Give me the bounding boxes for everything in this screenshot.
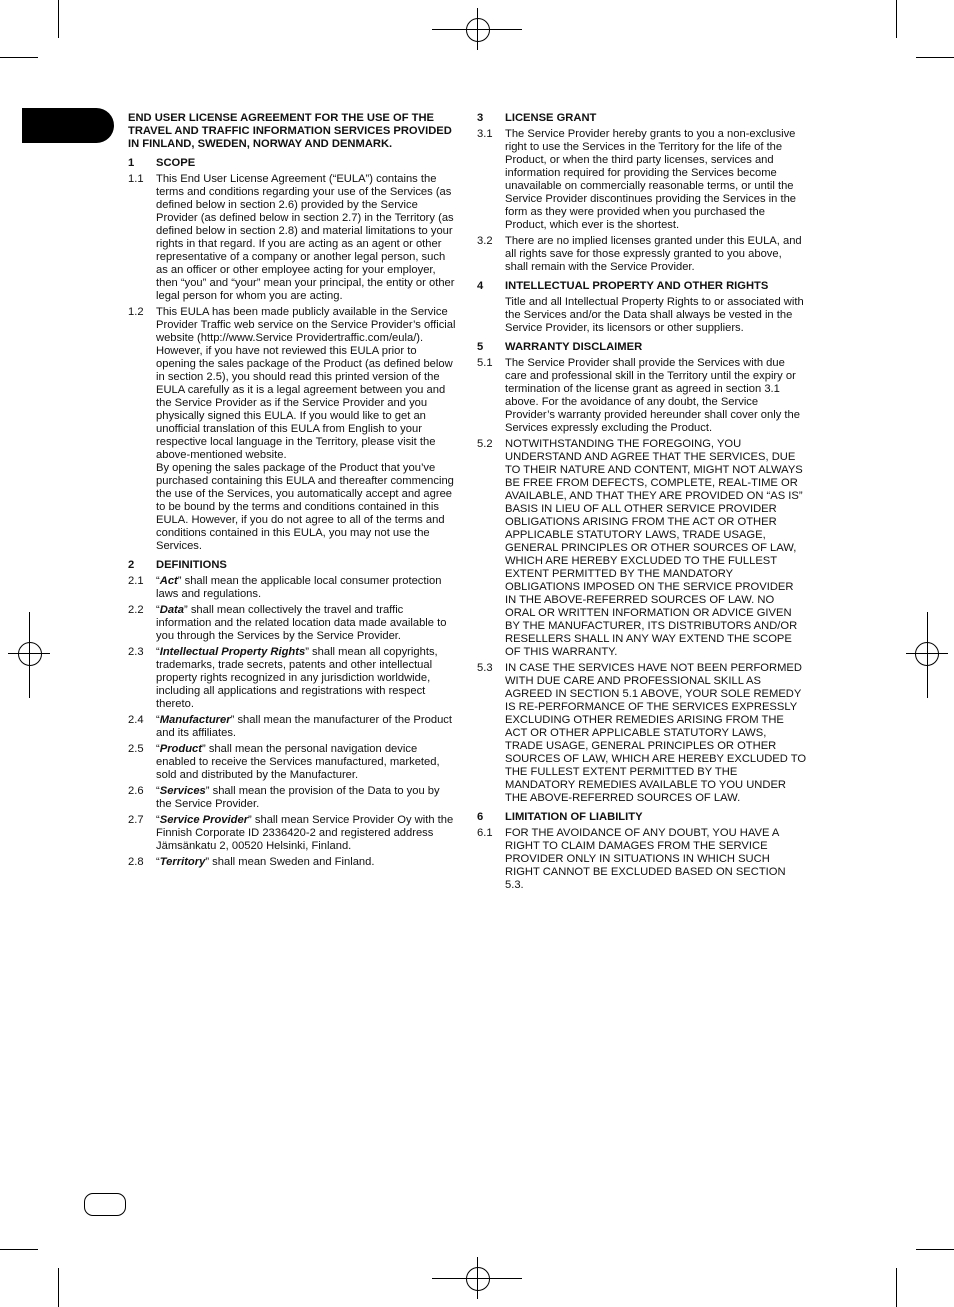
clause [477, 357, 807, 435]
definition: 2.7 “Service Provider” shall mean Service Provider Oy with the Finnish Corporate ID 2336420-2 and registered address Jämsänkatu 2, 00520 Helsinki, Finland. [128, 814, 454, 852]
definition: 2.6 “Services” shall mean the provision of the Data to you by the Service Provider. [128, 785, 440, 810]
section-heading [477, 112, 807, 125]
clause-number: 3.1 [477, 128, 493, 140]
section-title: LIMITATION OF LIABILITY [505, 811, 643, 823]
section-number: 3 [477, 112, 484, 124]
clause [477, 662, 807, 805]
clause [128, 306, 458, 553]
crop-mark [896, 0, 897, 38]
crop-mark [0, 1249, 38, 1250]
clause [477, 438, 807, 659]
clause-number: 5.2 [477, 438, 493, 450]
document-title: END USER LICENSE AGREEMENT FOR THE USE OF THE TRAVEL AND TRAFFIC INFORMATION SERVICES PROVIDED IN FINLAND, SWEDEN, NORWAY AND DENMARK. [128, 112, 452, 150]
clause-number: 2.2 [128, 604, 144, 616]
section-heading [477, 341, 807, 354]
crop-mark [58, 1268, 59, 1307]
clause-text [156, 306, 458, 553]
section-title: DEFINITIONS [156, 559, 227, 571]
definition-text: ” shall mean Sweden and Finland. [205, 856, 375, 868]
clause-text: IN CASE THE SERVICES HAVE NOT BEEN PERFORMED WITH DUE CARE AND PROFESSIONAL SKILL AS AGREED IN SECTION 5.1 ABOVE, YOUR SOLE REMEDY IS RE-PERFORMANCE OF THE SERVICES EXPRESSLY EXCLUDING OTHER REMEDIES ARISING FROM THE ACT OR OTHER APPLICABLE STATUTORY LAWS, TRADE USAGE, GENERAL PRINCIPLES OR OTHER SOURCES OF LAW, WHICH ARE HEREBY EXCLUDED TO THE FULLEST EXTENT PERMITTED BY THE MANDATORY REMEDIES AVAILABLE TO YOU UNDER THE ABOVE-REFERRED SOURCES OF LAW. [505, 662, 807, 804]
section-heading [477, 811, 807, 824]
section-heading [128, 559, 458, 572]
left-column [128, 112, 458, 872]
definition: 2.2 “Data” shall mean collectively the travel and traffic information and the related location data made available to you through the Services by the Service Provider. [128, 604, 447, 642]
definition: 2.8 “Territory” shall mean Sweden and Finland. [128, 856, 375, 868]
clause-number: 1.1 [128, 173, 144, 185]
defined-term: Services [159, 785, 206, 797]
clause-text: This End User License Agreement (“EULA”) contains the terms and conditions regarding your use of the Services (as defined below in section 2.6) provided by the Service Provider (as defined below in section 2.7) in the Territory (as defined below in section 2.8) and material limitations to your rights in that regard. If you are acting as an agent or other representative of a company or another legal person, such as an officer or other employee acting for your employer, then “you” and “your” mean your principal, the entity or other legal person for whom you are acting. [156, 173, 455, 302]
section-title: LICENSE GRANT [505, 112, 597, 124]
clause-number: 1.2 [128, 306, 144, 318]
defined-term: Product [159, 743, 202, 755]
crop-mark [896, 1268, 897, 1307]
clause-number: 6.1 [477, 827, 493, 839]
definition-text: ” shall mean the manufacturer of the Product and its affiliates. [156, 714, 452, 739]
clause [477, 235, 807, 274]
section-paragraph: Title and all Intellectual Property Rights to or associated with the Services and/or the Data shall always be vested in the Service Provider, its licensors or other suppliers. [505, 296, 804, 334]
defined-term: Manufacturer [159, 714, 231, 726]
definition: 2.4 “Manufacturer” shall mean the manufacturer of the Product and its affiliates. [128, 714, 452, 739]
registration-circle-icon [466, 18, 490, 42]
section-title: SCOPE [156, 157, 196, 169]
clause-text: The Service Provider hereby grants to you a non-exclusive right to use the Services in the Territory for the life of the Product, or when the third party licenses, services and information required for providing the Services become unavailable on commercially reasonable terms, or until the Service Provider discontinues providing the Services in the form as they were provided when you purchased the Product, which ever is the shortest. [505, 128, 797, 231]
crop-mark [58, 0, 59, 38]
definition-text: ” shall mean the personal navigation device enabled to receive the Services manufactured, marketed, sold and distributed by the Manufacturer. [156, 743, 440, 781]
section-number: 1 [128, 157, 135, 169]
registration-circle-icon [18, 642, 42, 666]
definition: 2.1 “Act” shall mean the applicable local consumer protection laws and regulations. [128, 575, 442, 600]
definition: 2.5 “Product” shall mean the personal navigation device enabled to receive the Services manufactured, marketed, sold and distributed by the Manufacturer. [128, 743, 440, 781]
clause [128, 173, 458, 303]
clause-number: 2.8 [128, 856, 144, 868]
definition-text: ” shall mean the applicable local consumer protection laws and regulations. [156, 575, 442, 600]
defined-term: Act [159, 575, 178, 587]
registration-circle-icon [915, 642, 939, 666]
registration-circle-icon [466, 1267, 490, 1291]
section-title: INTELLECTUAL PROPERTY AND OTHER RIGHTS [505, 280, 769, 292]
clause-number: 2.3 [128, 646, 144, 658]
clause-number: 5.1 [477, 357, 493, 369]
clause-number: 3.2 [477, 235, 493, 247]
clause-number: 2.4 [128, 714, 144, 726]
page-number-box [84, 1193, 126, 1216]
defined-term: Territory [159, 856, 206, 868]
definition-text: ” shall mean Service Provider Oy with the Finnish Corporate ID 2336420-2 and registered address Jämsänkatu 2, 00520 Helsinki, Finland. [156, 814, 454, 852]
clause-number: 2.7 [128, 814, 144, 826]
crop-mark [916, 1249, 954, 1250]
definition-text: ” shall mean the provision of the Data to you by the Service Provider. [156, 785, 440, 810]
clause-number: 2.1 [128, 575, 144, 587]
clause-text: NOTWITHSTANDING THE FOREGOING, YOU UNDERSTAND AND AGREE THAT THE SERVICES, DUE TO THEIR NATURE AND CONTENT, MIGHT NOT ALWAYS BE FREE FROM DEFECTS, COMPLETE, REAL-TIME OR AVAILABLE, AND THAT THEY ARE PROVIDED ON “AS IS” BASIS IN LIEU OF ALL OTHER SERVICE PROVIDER OBLIGATIONS ARISING FROM THE ACT OR OTHER APPLICABLE STATUTORY LAWS, TRADE USAGE, GENERAL PRINCIPLES OR OTHER SOURCES OF LAW, WHICH ARE HEREBY EXCLUDED TO THE FULLEST EXTENT PERMITTED BY THE MANDATORY OBLIGATIONS IMPOSED ON THE SERVICE PROVIDER IN THE ABOVE-REFERRED SOURCES OF LAW. NO ORAL OR WRITTEN INFORMATION OR ADVICE GIVEN BY THE MANUFACTURER, ITS DISTRIBUTORS AND/OR RESELLERS SHALL IN ANY WAY EXTEND THE SCOPE OF THIS WARRANTY. [505, 438, 803, 658]
section-heading [477, 280, 807, 293]
crop-mark [916, 57, 954, 58]
clause-text: The Service Provider shall provide the Services with due care and professional skill in the Territory until the expiry or termination of the license grant as agreed in section 3.1 above. For the avoidance of any doubt, the Service Provider’s warranty provided hereunder shall cover only the Services expressly excluding the Product. [505, 357, 800, 434]
definition: 2.3 “Intellectual Property Rights” shall mean all copyrights, trademarks, trade secrets, patents and other intellectual property rights recognized in any jurisdiction worldwide, including all applications and registrations with respect thereto. [128, 646, 438, 710]
definition-text: ” shall mean all copyrights, trademarks, trade secrets, patents and other intellectual property rights recognized in any jurisdiction worldwide, including all applications and registrations with respect thereto. [156, 646, 438, 710]
section-number: 2 [128, 559, 135, 571]
clause-paragraph: This EULA has been made publicly available in the Service Provider Traffic web service on the Service Provider’s official website (http://www.Service Providertraffic.com/eula/). However, if you have not reviewed this EULA prior to opening the sales package of the Product (as defined below in section 2.5), you should read this printed version of the EULA carefully as it is a legal agreement between you and the Service Provider as if the Service Provider and you physically signed this EULA. If you would like to get an unofficial translation of this EULA from English to your respective local language in the Territory, please visit the above-mentioned website. [156, 306, 456, 461]
clause-paragraph: By opening the sales package of the Product that you’ve purchased containing this EULA and thereafter commencing the use of the Services, you automatically accept and agree to be bound by the terms and conditions contained in this EULA. However, if you do not agree to all of the terms and conditions contained in this EULA, you may not use the Services. [156, 462, 454, 552]
chapter-tab [22, 108, 114, 143]
clause-text: There are no implied licenses granted under this EULA, and all rights save for those expressly granted to you above, shall remain with the Service Provider. [505, 235, 802, 273]
clause-number: 2.6 [128, 785, 144, 797]
section-number: 4 [477, 280, 484, 292]
right-column [477, 112, 807, 895]
section-heading [128, 157, 458, 170]
crop-mark [0, 57, 38, 58]
clause-number: 2.5 [128, 743, 144, 755]
definition-text: ” shall mean collectively the travel and traffic information and the related location data made available to you through the Services by the Service Provider. [156, 604, 447, 642]
clause-text: FOR THE AVOIDANCE OF ANY DOUBT, YOU HAVE A RIGHT TO CLAIM DAMAGES FROM THE SERVICE PROVIDER ONLY IN SITUATIONS IN WHICH SUCH RIGHT CANNOT BE EXCLUDED BASED ON SECTION 5.3. [505, 827, 786, 891]
section-title: WARRANTY DISCLAIMER [505, 341, 643, 353]
clause-number: 5.3 [477, 662, 493, 674]
defined-term: Data [159, 604, 184, 616]
clause [477, 827, 807, 892]
defined-term: Intellectual Property Rights [159, 646, 306, 658]
defined-term: Service Provider [159, 814, 249, 826]
section-number: 6 [477, 811, 484, 823]
clause [477, 128, 807, 232]
section-number: 5 [477, 341, 484, 353]
